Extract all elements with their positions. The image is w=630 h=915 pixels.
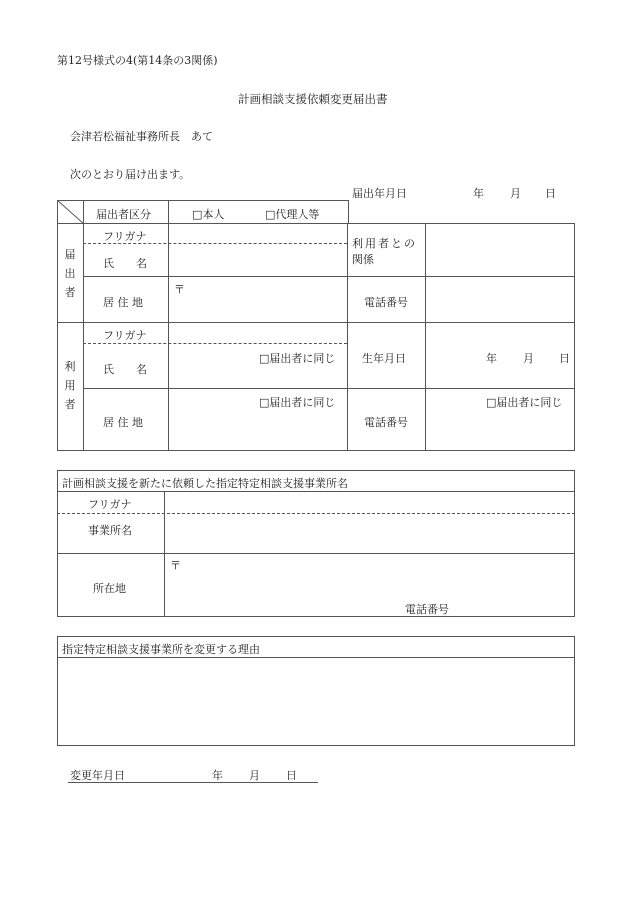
change-date-label: 変更年月日 [70, 769, 125, 782]
birth-year: 年 [486, 352, 497, 365]
notifier-phone-label: 電話番号 [364, 296, 408, 309]
birth-date-label: 生年月日 [362, 352, 406, 365]
office-furigana-label: フリガナ [88, 498, 132, 511]
form-title: 計画相談支援依頼変更届出書 [238, 92, 388, 106]
addressee: 会津若松福祉事務所長 あて [70, 130, 213, 143]
user-address-label: 居 住 地 [103, 416, 143, 429]
category-label: 届出者区分 [96, 208, 151, 221]
user-side-label: 利用者 [64, 360, 76, 411]
notifier-address-label: 居 住 地 [103, 296, 143, 309]
birth-month: 月 [523, 352, 534, 365]
change-date-day: 日 [286, 769, 297, 782]
user-furigana-label: フリガナ [103, 329, 147, 342]
user-phone-same-checkbox[interactable]: □届出者に同じ [486, 396, 563, 409]
notifier-side-label: 届出者 [64, 248, 76, 299]
birth-day: 日 [559, 352, 570, 365]
change-date-month: 月 [249, 769, 260, 782]
office-location-label: 所在地 [93, 582, 126, 595]
change-date-year: 年 [212, 769, 223, 782]
user-address-same-checkbox[interactable]: □届出者に同じ [259, 396, 336, 409]
option-agent-checkbox[interactable]: □代理人等 [265, 208, 320, 221]
diagonal-cell [57, 200, 84, 224]
change-date-underline [68, 782, 318, 783]
reason-heading: 指定特定相談支援事業所を変更する理由 [62, 643, 260, 656]
office-table [57, 470, 575, 617]
office-heading: 計画相談支援を新たに依頼した指定特定相談支援事業所名 [62, 477, 348, 490]
office-phone-label: 電話番号 [405, 603, 449, 616]
notifier-name-label: 氏 名 [103, 257, 147, 270]
user-phone-label: 電話番号 [364, 416, 408, 429]
office-postal-mark: 〒 [170, 559, 181, 572]
submission-date-label: 届出年月日 [352, 187, 407, 200]
relation-label: 利用者との [352, 237, 417, 250]
user-name-label: 氏 名 [103, 363, 147, 376]
option-self-checkbox[interactable]: □本人 [192, 208, 225, 221]
submission-date-month: 月 [510, 187, 521, 200]
notifier-furigana-label: フリガナ [103, 230, 147, 243]
relation-label-2: 関係 [352, 253, 374, 266]
submission-date-day: 日 [545, 187, 556, 200]
form-number: 第12号様式の4(第14条の3関係) [57, 54, 218, 67]
user-name-same-checkbox[interactable]: □届出者に同じ [259, 352, 336, 365]
notifier-postal-mark: 〒 [174, 283, 185, 296]
intro-text: 次のとおり届け出ます。 [70, 168, 191, 181]
submission-date-year: 年 [473, 187, 484, 200]
office-name-label: 事業所名 [88, 524, 132, 537]
